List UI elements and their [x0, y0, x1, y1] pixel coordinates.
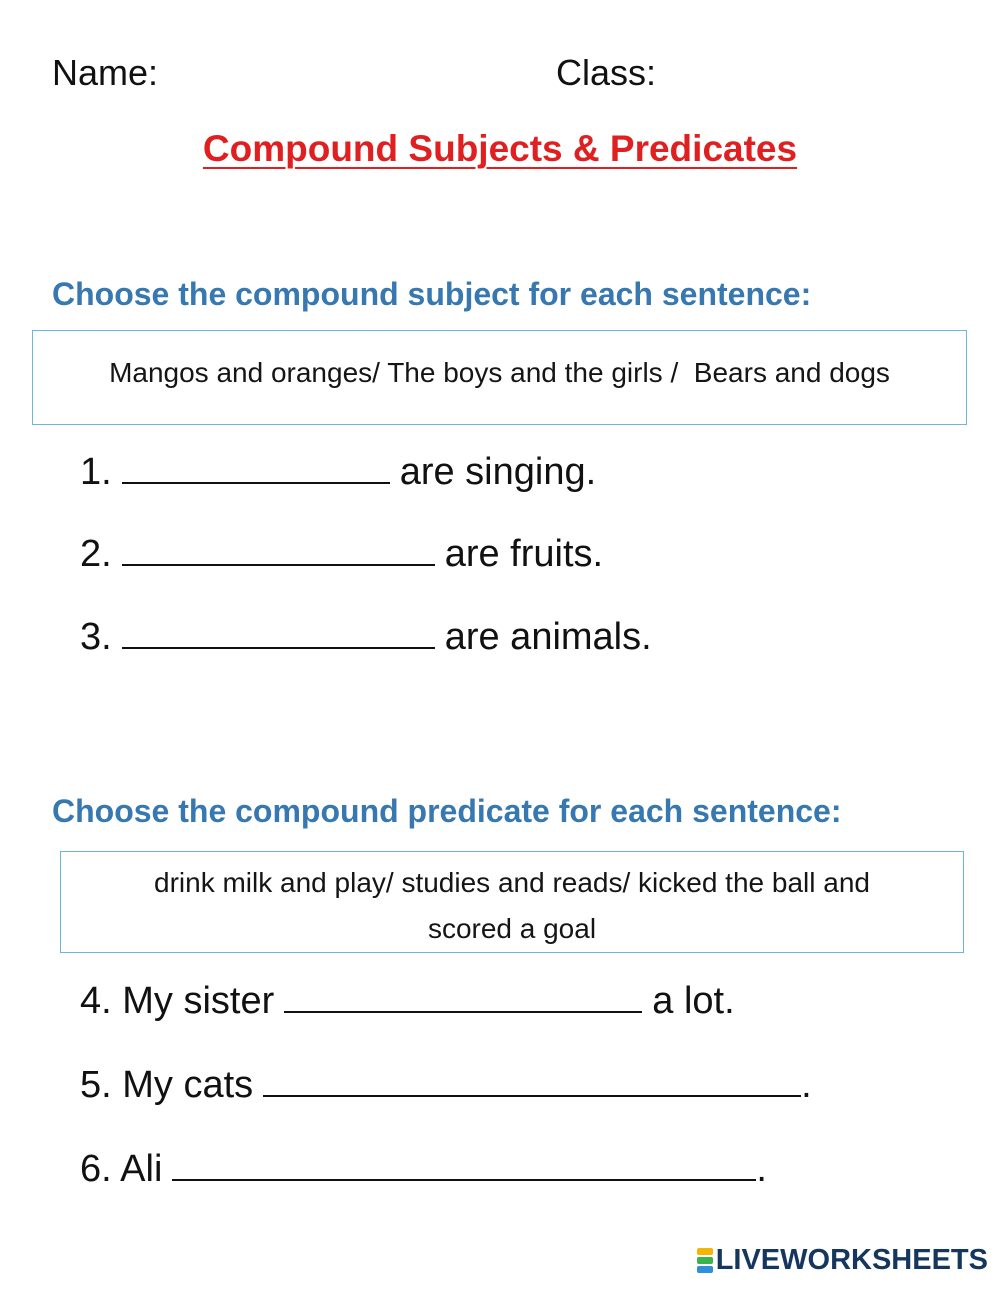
question-6	[80, 1145, 767, 1191]
question-number: 3.	[80, 616, 112, 658]
question-number: 4.	[80, 980, 112, 1022]
question-end: .	[756, 1148, 767, 1190]
logo-text: LIVEWORKSHEETS	[715, 1244, 988, 1276]
question-subject: My cats	[122, 1064, 254, 1106]
answer-blank-4[interactable]	[284, 977, 642, 1013]
section2-word-bank-line2: scored a goal	[427, 913, 597, 944]
question-subject: My sister	[122, 980, 275, 1022]
logo-mark-top	[697, 1248, 713, 1255]
question-end: .	[801, 1064, 812, 1106]
question-text: a lot.	[652, 980, 735, 1022]
section2-instruction: Choose the compound predicate for each sentence:	[52, 793, 842, 829]
question-text: are animals.	[444, 616, 652, 658]
question-5	[80, 1061, 812, 1107]
section1-instruction: Choose the compound subject for each sentence:	[52, 276, 812, 312]
logo-mark-middle	[697, 1257, 713, 1264]
question-3	[80, 613, 652, 659]
answer-blank-1[interactable]	[122, 448, 390, 484]
section1-word-bank-text: Mangos and oranges/ The boys and the girls / Bears and dogs	[109, 357, 890, 388]
answer-blank-6[interactable]	[172, 1145, 756, 1181]
liveworksheets-logo[interactable]	[697, 1244, 988, 1277]
page-title	[0, 128, 1000, 170]
question-number: 6.	[80, 1148, 112, 1190]
question-1	[80, 448, 596, 494]
logo-mark-bottom	[697, 1266, 713, 1273]
question-2	[80, 530, 603, 576]
class-label: Class:	[556, 52, 657, 93]
liveworksheets-logo-icon	[697, 1247, 713, 1275]
question-text: are fruits.	[444, 533, 604, 575]
question-4	[80, 977, 735, 1023]
question-number: 5.	[80, 1064, 112, 1106]
answer-blank-2[interactable]	[122, 530, 435, 566]
section2-word-bank-line1: drink milk and play/ studies and reads/ kicked the ball and	[154, 867, 870, 898]
question-number: 1.	[80, 451, 112, 493]
section1-word-bank	[32, 330, 967, 425]
question-subject: Ali	[120, 1148, 163, 1190]
page-title-text: Compound Subjects & Predicates	[202, 128, 798, 169]
name-label: Name:	[52, 52, 159, 93]
answer-blank-5[interactable]	[263, 1061, 801, 1097]
answer-blank-3[interactable]	[122, 613, 435, 649]
question-text: are singing.	[399, 451, 597, 493]
question-number: 2.	[80, 533, 112, 575]
section2-word-bank	[60, 851, 964, 953]
